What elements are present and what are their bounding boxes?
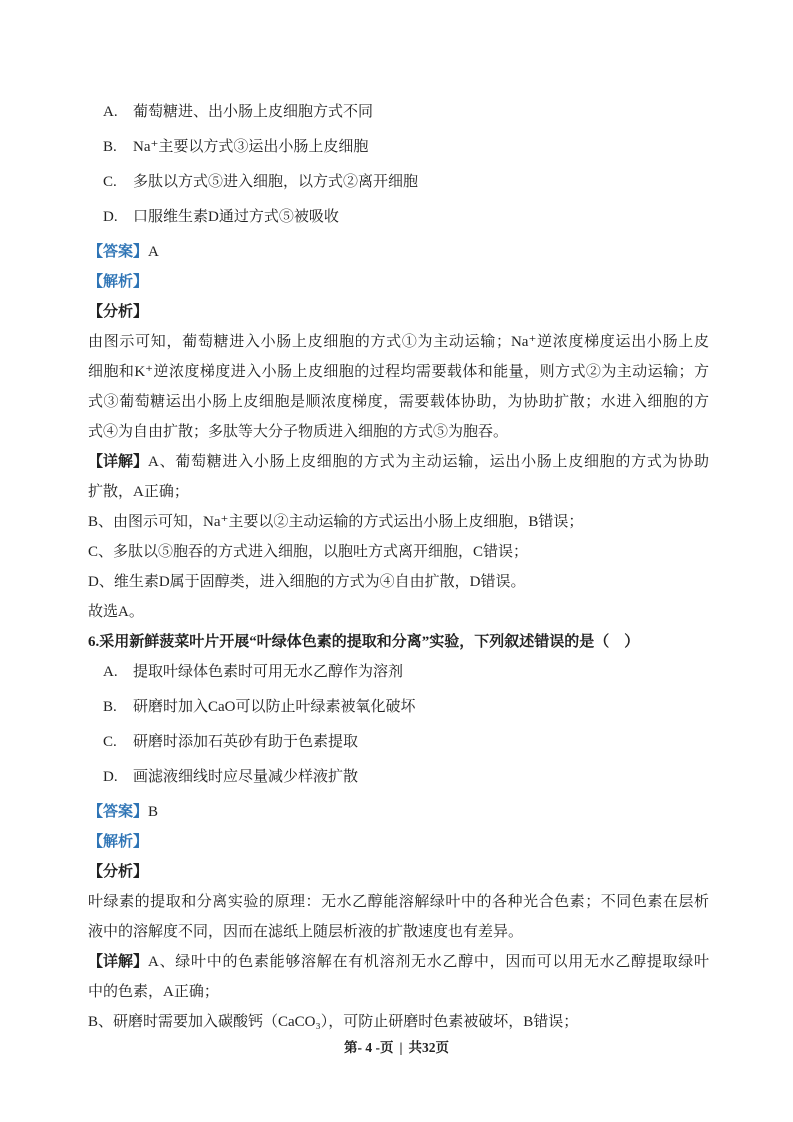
option-letter: D.: [103, 769, 118, 785]
labeled-text: A: [148, 244, 159, 260]
option-text: 提取叶绿体色素时可用无水乙醇作为溶剂: [133, 664, 404, 680]
labeled-line: [88, 827, 709, 857]
body-line: [88, 387, 709, 417]
bracket-label: 【分析】: [88, 304, 149, 320]
body-line: [88, 327, 709, 357]
body-text: 由图示可知，葡萄糖进入小肠上皮细胞的方式①为主动运输；Na⁺逆浓度梯度运出小肠上皮: [88, 334, 709, 350]
option-text: Na⁺主要以方式③运出小肠上皮细胞: [133, 139, 369, 155]
option-letter: C.: [103, 734, 117, 750]
body-line: [88, 597, 709, 627]
option-line: [88, 762, 709, 792]
footer-page-label: 第- 4 -页: [344, 1040, 394, 1055]
footer-separator: |: [399, 1040, 403, 1055]
option-line: [88, 132, 709, 162]
bracket-label: 【答案】: [88, 804, 149, 820]
labeled-line: [88, 947, 709, 977]
body-line: [88, 977, 709, 1007]
question-line: [88, 627, 709, 657]
body-line: [88, 887, 709, 917]
labeled-line: [88, 857, 709, 887]
body-line: [88, 357, 709, 387]
option-text: 画滤液细线时应尽量减少样液扩散: [133, 769, 359, 785]
labeled-text: A、葡萄糖进入小肠上皮细胞的方式为主动运输，运出小肠上皮细胞的方式为协助: [148, 454, 709, 470]
labeled-line: [88, 267, 709, 297]
body-line: [88, 917, 709, 947]
body-text: 叶绿素的提取和分离实验的原理：无水乙醇能溶解绿叶中的各种光合色素；不同色素在层析: [88, 894, 709, 910]
body-text: 液中的溶解度不同，因而在滤纸上随层析液的扩散速度也有差异。: [88, 924, 524, 940]
labeled-line: [88, 447, 709, 477]
body-text: 式④为自由扩散；多肽等大分子物质进入细胞的方式⑤为胞吞。: [88, 424, 509, 440]
labeled-text: B: [148, 804, 159, 820]
footer-total-label: 共32页: [408, 1040, 449, 1055]
bracket-label: 【答案】: [88, 244, 149, 260]
labeled-line: [88, 797, 709, 827]
body-line: [88, 477, 709, 507]
labeled-text: A、绿叶中的色素能够溶解在有机溶剂无水乙醇中，因而可以用无水乙醇提取绿叶: [148, 954, 709, 970]
body-text: D、维生素D属于固醇类，进入细胞的方式为④自由扩散，D错误。: [88, 574, 526, 590]
body-line: [88, 417, 709, 447]
labeled-line: [88, 237, 709, 267]
option-letter: B.: [103, 139, 117, 155]
option-text: 葡萄糖进、出小肠上皮细胞方式不同: [133, 104, 374, 120]
option-text: 口服维生素D通过方式⑤被吸收: [133, 209, 339, 225]
option-letter: C.: [103, 174, 117, 190]
document-content: [88, 97, 709, 1037]
page-footer: [0, 1036, 793, 1056]
question-text: 6.采用新鲜菠菜叶片开展“叶绿体色素的提取和分离”实验，下列叙述错误的是（ ）: [88, 634, 640, 650]
option-line: [88, 657, 709, 687]
body-text: 扩散，A正确；: [88, 484, 189, 500]
option-letter: A.: [103, 664, 118, 680]
body-text: 中的色素，A正确；: [88, 984, 219, 1000]
body-text: C、多肽以⑤胞吞的方式进入细胞，以胞吐方式离开细胞，C错误；: [88, 544, 529, 560]
body-line: [88, 567, 709, 597]
option-text: 多肽以方式⑤进入细胞，以方式②离开细胞: [133, 174, 419, 190]
option-letter: B.: [103, 699, 117, 715]
body-line: [88, 537, 709, 567]
option-line: [88, 692, 709, 722]
bracket-label: 【详解】: [88, 454, 149, 470]
bracket-label: 【详解】: [88, 954, 149, 970]
option-letter: A.: [103, 104, 118, 120]
option-line: [88, 202, 709, 232]
option-line: [88, 727, 709, 757]
body-line: [88, 1007, 709, 1037]
labeled-line: [88, 297, 709, 327]
option-text: 研磨时添加石英砂有助于色素提取: [133, 734, 359, 750]
bracket-label: 【解析】: [88, 274, 149, 290]
bracket-label: 【解析】: [88, 834, 149, 850]
body-line: [88, 507, 709, 537]
body-text: 故选A。: [88, 604, 144, 620]
option-line: [88, 167, 709, 197]
bracket-label: 【分析】: [88, 864, 149, 880]
option-line: [88, 97, 709, 127]
body-text: 细胞和K⁺逆浓度梯度进入小肠上皮细胞的过程均需要载体和能量，则方式②为主动运输；方: [88, 364, 709, 380]
body-text: B、由图示可知，Na⁺主要以②主动运输的方式运出小肠上皮细胞，B错误；: [88, 514, 584, 530]
body-text: B、研磨时需要加入碳酸钙（CaCO₃），可防止研磨时色素被破坏，B错误；: [88, 1014, 579, 1030]
option-letter: D.: [103, 209, 118, 225]
body-text: 式③葡萄糖运出小肠上皮细胞是顺浓度梯度，需要载体协助，为协助扩散；水进入细胞的方: [88, 394, 709, 410]
option-text: 研磨时加入CaO可以防止叶绿素被氧化破坏: [133, 699, 416, 715]
